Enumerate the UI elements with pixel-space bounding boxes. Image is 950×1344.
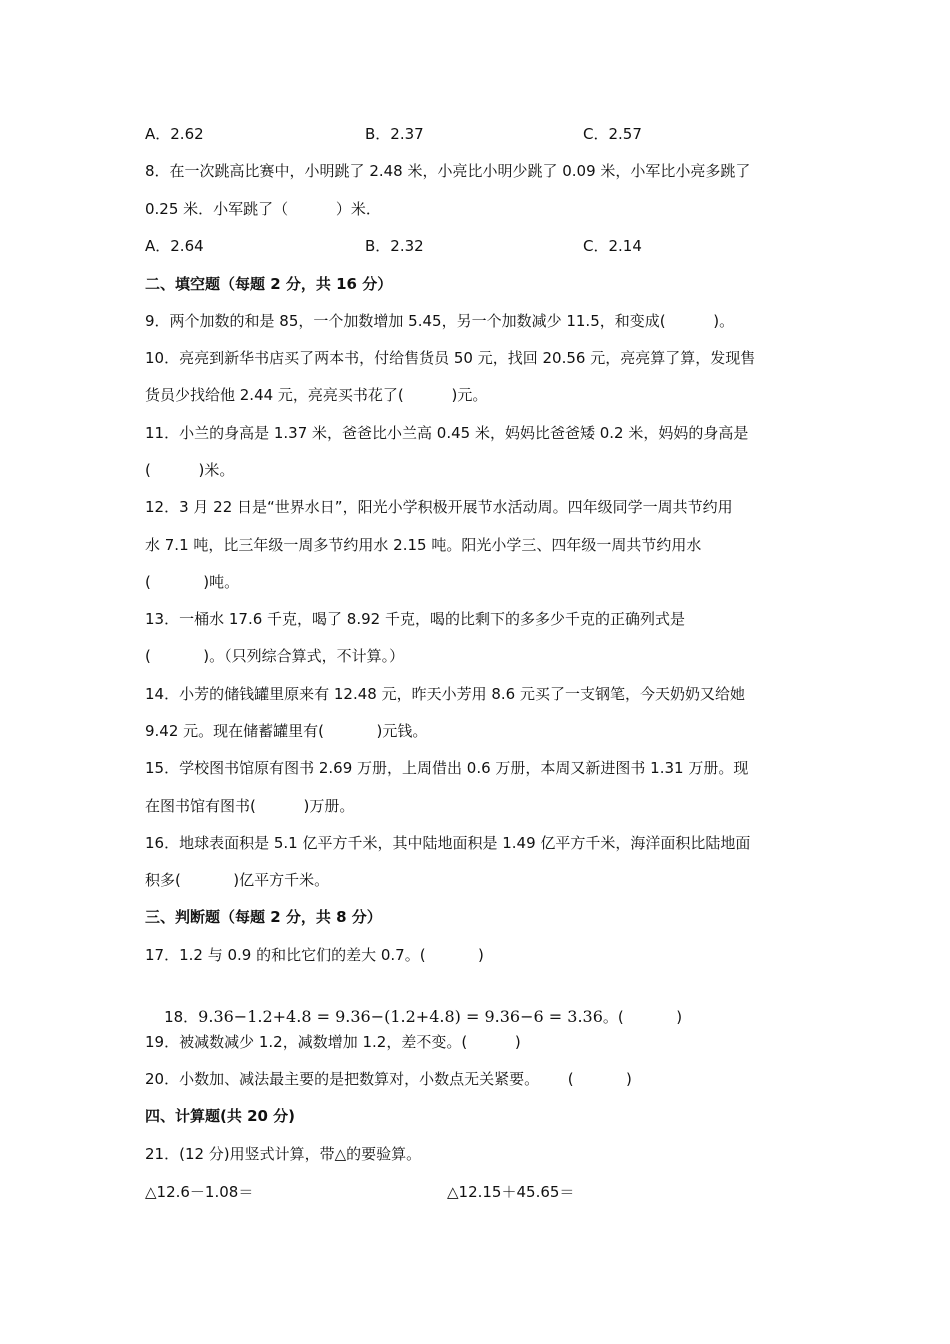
q20-line-1: 20．小数加、减法最主要的是把数算对，小数点无关紧要。 ( )	[145, 1070, 632, 1088]
q9-line-1: 9．两个加数的和是 85，一个加数增加 5.45，另一个加数减少 11.5，和变成( )。	[145, 312, 735, 330]
q8-option-b: B．2.32	[365, 237, 424, 255]
q11-line-1: 11．小兰的身高是 1.37 米，爸爸比小兰高 0.45 米，妈妈比爸爸矮 0.2 米，妈妈的身高是	[145, 424, 749, 442]
q16-line-1: 16．地球表面积是 5.1 亿平方千米，其中陆地面积是 1.49 亿平方千米，海洋面积比陆地面	[145, 834, 751, 852]
q7-option-b: B．2.37	[365, 125, 424, 143]
q17-line-1: 17．1.2 与 0.9 的和比它们的差大 0.7。( )	[145, 946, 484, 964]
q12-line-1: 12．3 月 22 日是“世界水日”，阳光小学积极开展节水活动周。四年级同学一周共节约用	[145, 498, 733, 516]
q8-option-a: A．2.64	[145, 237, 204, 255]
section-2-heading: 二、填空题（每题 2 分，共 16 分）	[145, 275, 393, 293]
q14-line-1: 14．小芳的储钱罐里原来有 12.48 元，昨天小芳用 8.6 元买了一支钢笔，今天奶奶又给她	[145, 685, 745, 703]
q8-option-c: C．2.14	[583, 237, 642, 255]
q15-line-2: 在图书馆有图书( )万册。	[145, 797, 355, 815]
section-4-heading: 四、计算题(共 20 分)	[145, 1107, 296, 1125]
q19-line-1: 19．被减数减少 1.2，减数增加 1.2，差不变。( )	[145, 1033, 521, 1051]
q11-line-2: ( )米。	[145, 461, 235, 479]
q18-tail: 。( )	[602, 1008, 683, 1026]
q15-line-1: 15．学校图书馆原有图书 2.69 万册，上周借出 0.6 万册，本周又新进图书 1.31 万册。现	[145, 759, 749, 777]
section-3-heading: 三、判断题（每题 2 分，共 8 分）	[145, 908, 382, 926]
q21-line-1: 21．(12 分)用竖式计算，带△的要验算。	[145, 1145, 422, 1163]
q12-line-2: 水 7.1 吨，比三年级一周多节约用水 2.15 吨。阳光小学三、四年级一周共节约用水	[145, 536, 702, 554]
q7-option-c: C．2.57	[583, 125, 642, 143]
q21-item-1: △12.6－1.08＝	[145, 1183, 254, 1201]
q18-formula: 9.36−1.2+4.8 = 9.36−(1.2+4.8) = 9.36−6 = 3.36	[198, 1007, 603, 1026]
q14-line-2: 9.42 元。现在储蓄罐里有( )元钱。	[145, 722, 428, 740]
q8-line-2: 0.25 米．小军跳了（ ）米．	[145, 200, 381, 218]
q12-line-3: ( )吨。	[145, 573, 240, 591]
q21-item-2: △12.15＋45.65＝	[447, 1183, 575, 1201]
q18-number: 18．	[164, 1008, 199, 1026]
q13-line-2: ( )。（只列综合算式，不计算。）	[145, 647, 405, 665]
q10-line-1: 10．亮亮到新华书店买了两本书，付给售货员 50 元，找回 20.56 元，亮亮算了算，发现售	[145, 349, 756, 367]
q13-line-1: 13．一桶水 17.6 千克，喝了 8.92 千克，喝的比剩下的多多少千克的正确列式是	[145, 610, 685, 628]
q10-line-2: 货员少找给他 2.44 元，亮亮买书花了( )元。	[145, 386, 488, 404]
q7-option-a: A．2.62	[145, 125, 204, 143]
q16-line-2: 积多( )亿平方千米。	[145, 871, 330, 889]
q8-line-1: 8．在一次跳高比赛中，小明跳了 2.48 米，小亮比小明少跳了 0.09 米，小军比小亮多跳了	[145, 162, 751, 180]
